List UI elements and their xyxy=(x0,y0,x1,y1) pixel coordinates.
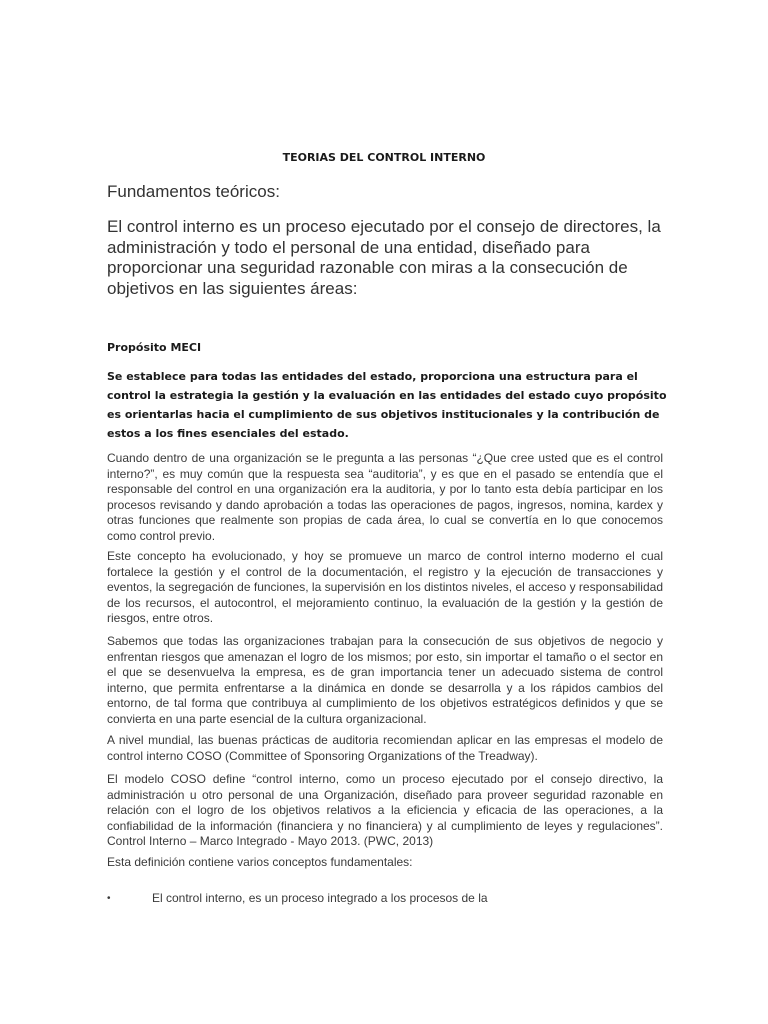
list-item-text: El control interno, es un proceso integrado a los procesos de la xyxy=(152,891,488,905)
body-paragraph: A nivel mundial, las buenas prácticas de auditoria recomiendan aplicar en las empresas el modelo de control interno COSO (Committee of Sponsoring Organizations of the Treadway). xyxy=(107,733,663,763)
intro-paragraph: El control interno es un proceso ejecutado por el consejo de directores, la administración y todo el personal de una entidad, diseñado para proporcionar una seguridad razonable con miras a la consecución de objetivos en las siguientes áreas: xyxy=(107,217,661,298)
document-title: TEORIAS DEL CONTROL INTERNO xyxy=(282,151,486,164)
body-paragraph: Este concepto ha evolucionado, y hoy se promueve un marco de control interno moderno el cual fortalece la gestión y el control de la documentación, el registro y la ejecución de transacciones y eventos, la segregación de funciones, la supervisión en los distintos niveles, el acceso y responsabilidad de los recursos, el autocontrol, el mejoramiento continuo, la evaluación de la gestión y la gestión de riesgos, entre otros. xyxy=(107,549,663,626)
section-heading: Fundamentos teóricos: xyxy=(107,182,280,201)
body-paragraph: Sabemos que todas las organizaciones trabajan para la consecución de sus objetivos de negocio y enfrentan riesgos que amenazan el logro de los mismos; por esto, sin importar el tamaño o el sector en el que se desenvuelva la empresa, es de gran importancia tener un adecuado sistema de control interno, que permita enfrentarse a la dinámica en donde se desarrolla y a los rápidos cambios del entorno, de tal forma que contribuya al cumplimiento de los objetivos estratégicos definidos y que se convierta en una parte esencial de la cultura organizacional. xyxy=(107,634,663,726)
meci-subtitle: Propósito MECI xyxy=(107,341,202,354)
body-paragraph: El modelo COSO define “control interno, como un proceso ejecutado por el consejo directivo, la administración u otro personal de una Organización, diseñado para proveer seguridad razonable en relación con el logro de los objetivos relativos a la eficiencia y eficacia de las operaciones, a la confiabilidad de la información (financiera y no financiera) y al cumplimiento de leyes y regulaciones”. Control Interno – Marco Integrado - Mayo 2013. (PWC, 2013) xyxy=(107,772,663,849)
bullet-icon: • xyxy=(107,893,111,904)
meci-paragraph: Se establece para todas las entidades del estado, proporciona una estructura para el control la estrategia la gestión y la evaluación en las entidades del estado cuyo propósito es orientarlas hacia el cumplimiento de sus objetivos institucionales y la contribución de estos a los fines esenciales del estado. xyxy=(107,370,667,440)
body-paragraph: Cuando dentro de una organización se le pregunta a las personas “¿Que cree usted que es el control interno?”, es muy común que la respuesta sea “auditoria”, y es que en el pasado se entendía que el responsable del control en una organización era la auditoria, y por lo tanto esta debía participar en los procesos revisando y dando aprobación a todas las operaciones de pagos, ingresos, nomina, kardex y otras funciones que realmente son propias de cada área, lo cual se convertía en lo que conocemos como control previo. xyxy=(107,451,663,543)
body-paragraph: Esta definición contiene varios conceptos fundamentales: xyxy=(107,855,413,869)
